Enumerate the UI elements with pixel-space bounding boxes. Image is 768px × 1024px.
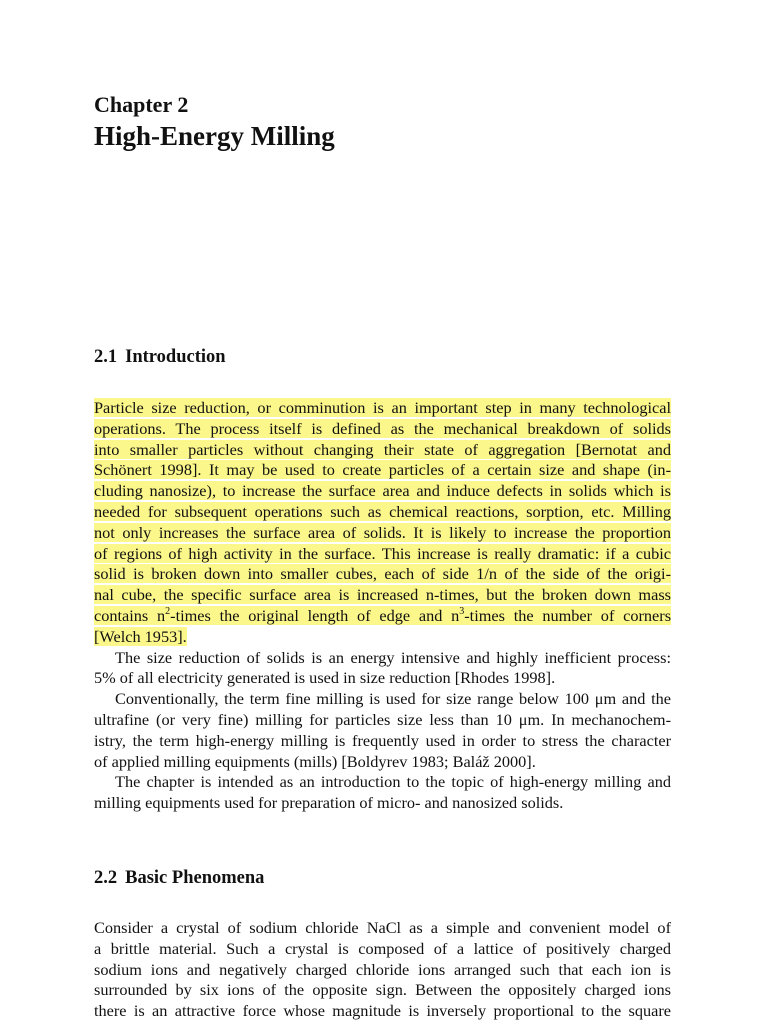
text-line: [94, 481, 671, 502]
text-line: [94, 440, 671, 461]
highlighted-text[interactable]: [Welch 1953].: [94, 626, 187, 646]
basic-phenomena-text: [94, 918, 671, 1022]
highlighted-text[interactable]: Particle size reduction, or comminution is an important step in many technological: [94, 398, 671, 417]
section-title: Introduction: [125, 347, 226, 367]
text-line: [94, 606, 671, 627]
text-line: sodium ions and negatively charged chloride ions arranged such that each ion is: [94, 959, 671, 979]
highlighted-text[interactable]: Schönert 1998]. It may be used to create particles of a certain size and shape (in-: [94, 460, 671, 480]
section-number: 2.1: [94, 347, 118, 367]
text-line: surrounded by six ions of the opposite sign. Between the oppositely charged ions: [94, 980, 671, 1000]
highlighted-text[interactable]: needed for subsequent operations such as chemical reactions, sorption, etc. Milling: [94, 501, 671, 521]
text-line: [94, 544, 671, 565]
text-fragment: -times the original length of edge and n: [170, 605, 460, 625]
text-fragment: contains n: [94, 605, 166, 625]
section-title: Basic Phenomena: [125, 868, 265, 888]
superscript: 3: [459, 605, 465, 617]
highlighted-text[interactable]: solid is broken down into smaller cubes, each of side 1/n of the side of the origi-: [94, 564, 671, 584]
highlighted-text[interactable]: operations. The process itself is defined as the mechanical breakdown of solids: [94, 418, 671, 438]
section-number: 2.2: [94, 868, 118, 888]
highlighted-text[interactable]: into smaller particles without changing their state of aggregation [Bernotat and: [94, 439, 671, 459]
chapter-title: High-Energy Milling: [94, 121, 335, 151]
text-line: Consider a crystal of sodium chloride NaCl as a simple and convenient model of: [94, 918, 671, 937]
text-line: [94, 585, 671, 606]
text-line: milling equipments used for preparation of micro- and nanosized solids.: [94, 793, 564, 813]
section-heading-basic-phenomena: [94, 868, 264, 889]
text-line: a brittle material. Such a crystal is composed of a lattice of positively charged: [94, 938, 671, 958]
text-line: The size reduction of solids is an energy intensive and highly inefficient process:: [115, 647, 671, 667]
text-line: Conventionally, the term fine milling is used for size range below 100 μm and the: [115, 689, 671, 709]
highlighted-text[interactable]: not only increases the surface area of solids. It is likely to increase the proportion: [94, 522, 671, 542]
text-fragment: -times the number of corners: [464, 605, 672, 625]
highlighted-text[interactable]: cluding nanosize), to increase the surface area and induce defects in solids which is: [94, 481, 671, 501]
text-line: [94, 419, 671, 440]
highlighted-text[interactable]: of regions of high activity in the surface. This increase is really dramatic: if a cubic: [94, 543, 671, 563]
text-line: istry, the term high-energy milling is frequently used in order to stress the character: [94, 730, 671, 750]
text-line: there is an attractive force whose magnitude is inversely proportional to the square: [94, 1001, 671, 1021]
text-line: ultrafine (or very fine) milling for particles size less than 10 μm. In mechanochem-: [94, 709, 671, 729]
text-line: 5% of all electricity generated is used in size reduction [Rhodes 1998].: [94, 668, 556, 688]
introduction-text: [94, 398, 671, 814]
section-heading-introduction: [94, 347, 226, 368]
text-line: [94, 564, 671, 585]
text-line: [94, 627, 671, 648]
text-line: [94, 398, 671, 419]
superscript: 2: [165, 605, 171, 617]
highlighted-text[interactable]: [94, 606, 671, 625]
text-line: of applied milling equipments (mills) [Boldyrev 1983; Baláž 2000].: [94, 751, 536, 771]
highlighted-text[interactable]: nal cube, the specific surface area is increased n-times, but the broken down mass: [94, 585, 671, 605]
chapter-label: Chapter 2: [94, 92, 189, 117]
text-line: [94, 502, 671, 523]
text-line: [94, 523, 671, 544]
text-line: [94, 460, 671, 481]
text-line: The chapter is intended as an introduction to the topic of high-energy milling and: [115, 772, 671, 792]
